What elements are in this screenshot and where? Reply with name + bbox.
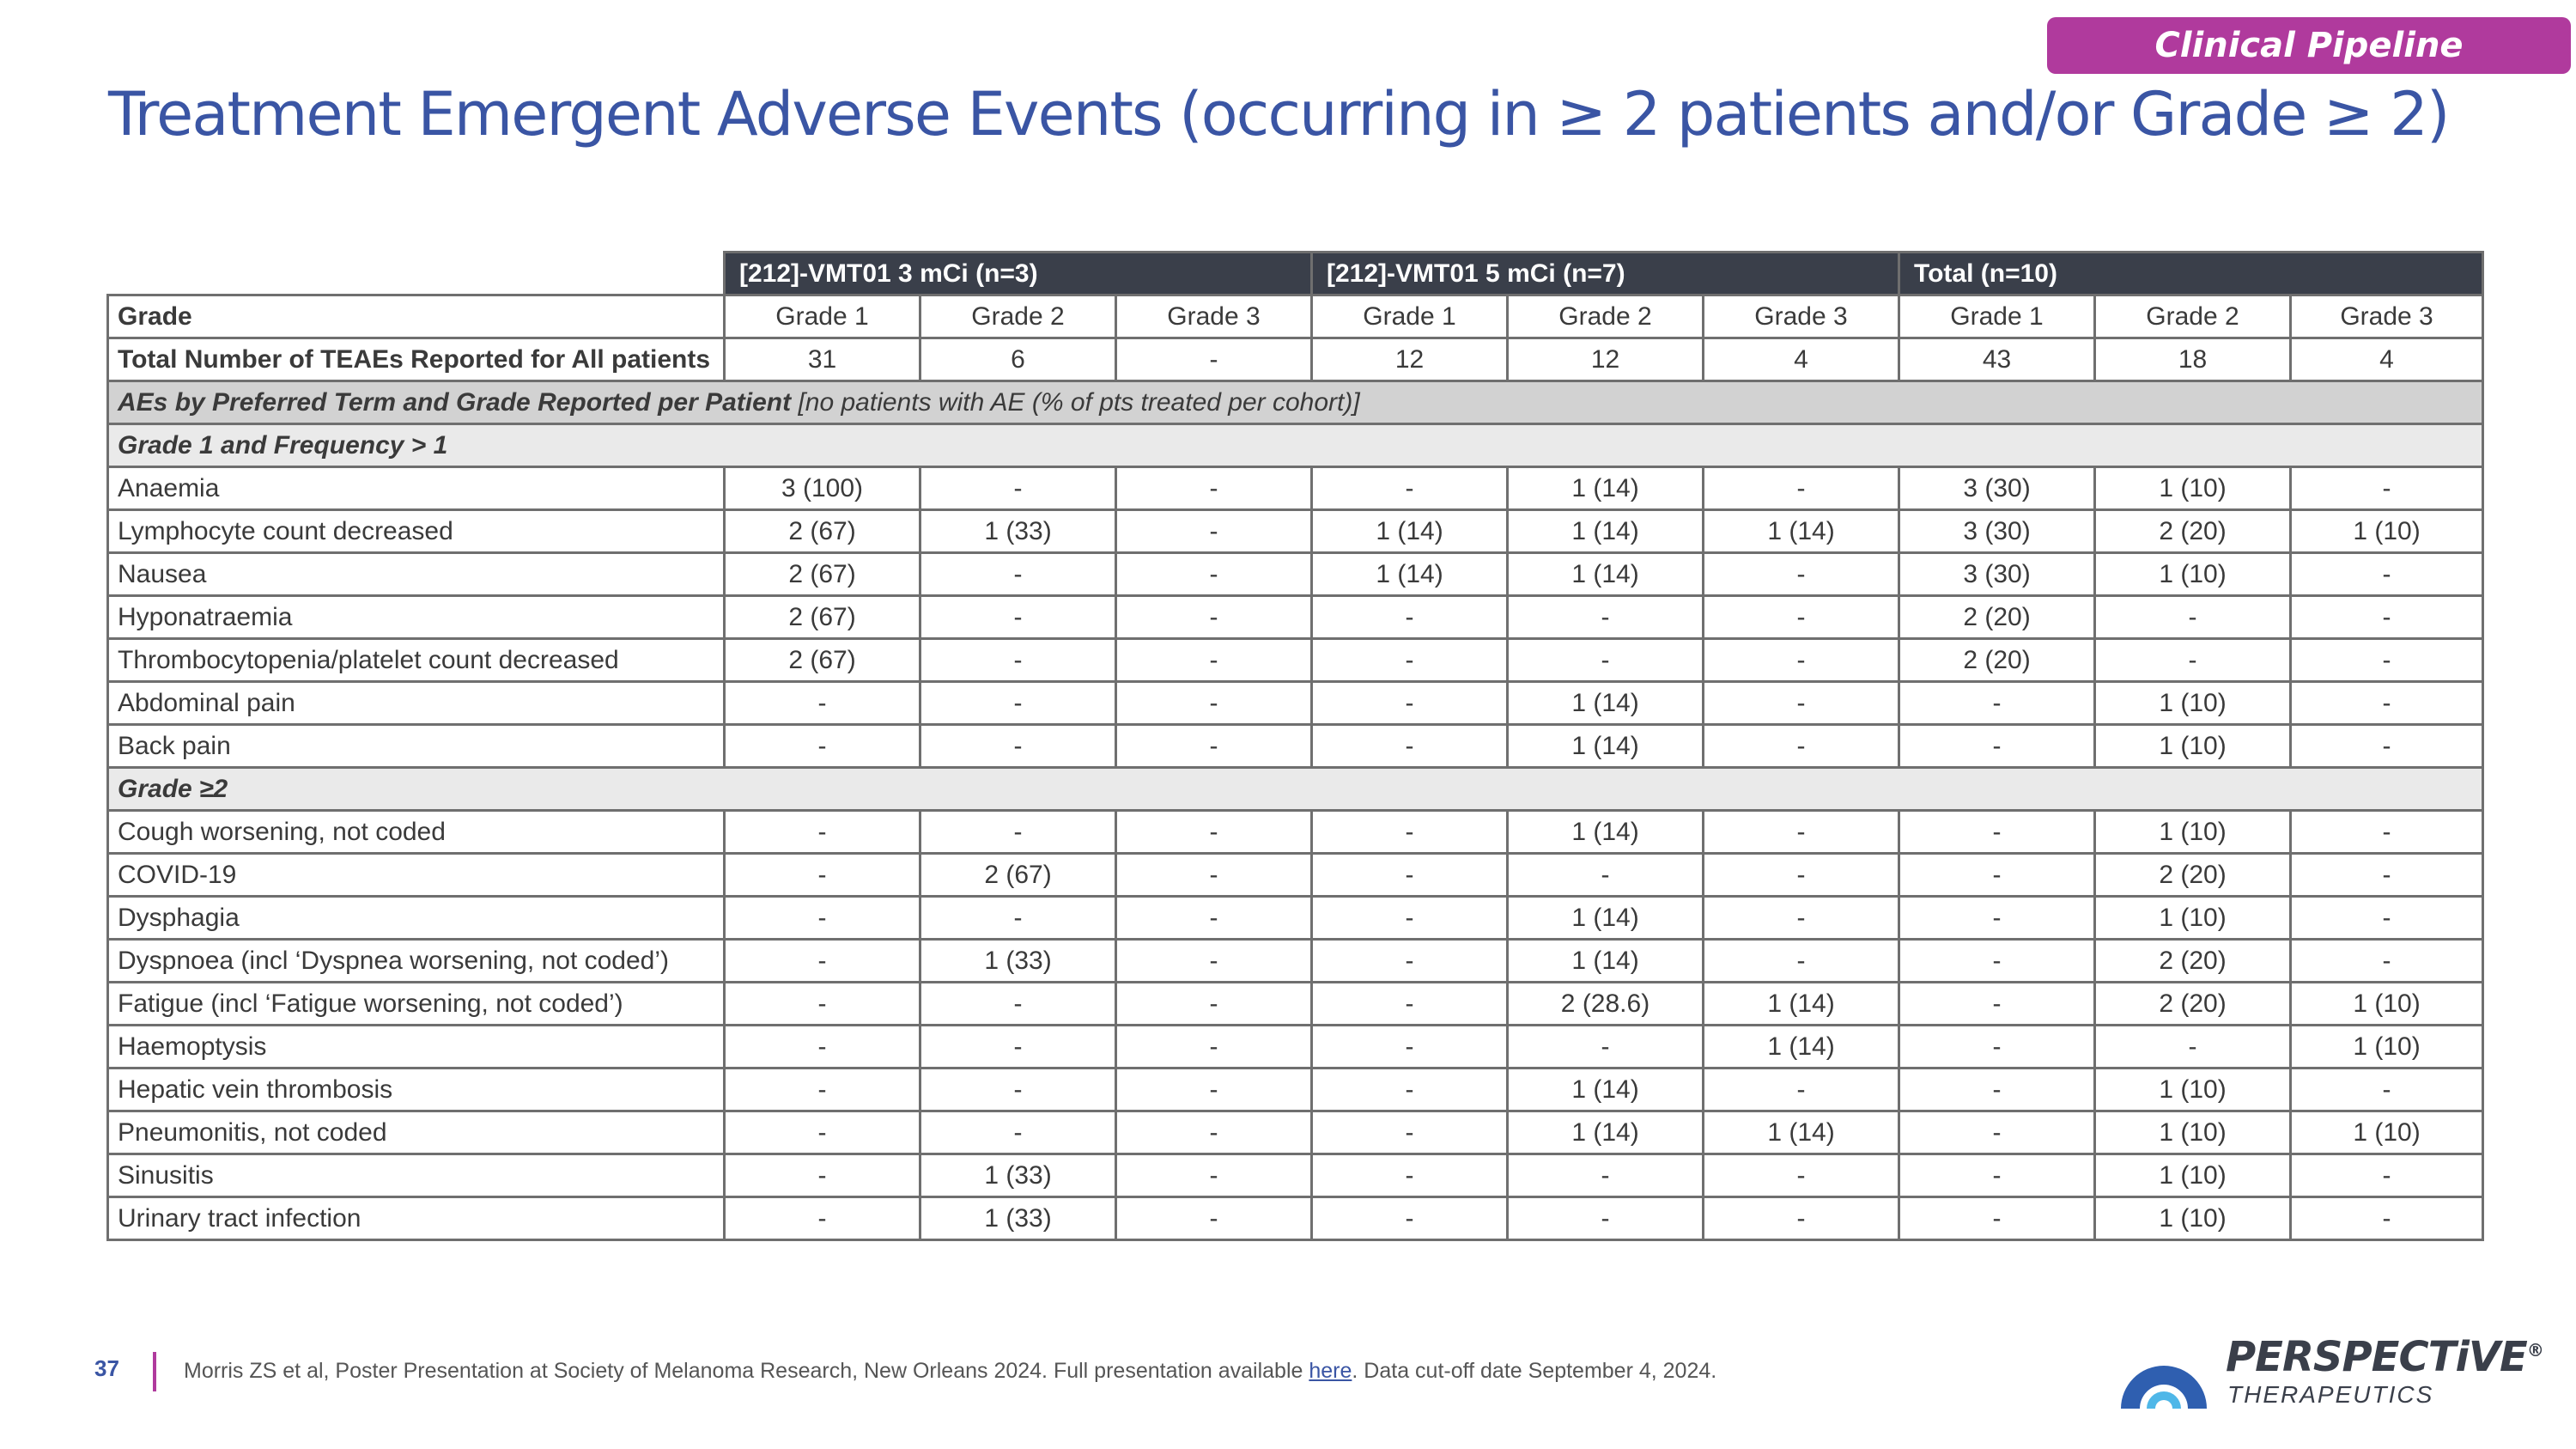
ae-row: [108, 940, 2483, 983]
ae-value: -: [1312, 467, 1508, 510]
ae-term: Cough worsening, not coded: [108, 811, 725, 854]
ae-value: -: [1116, 725, 1312, 768]
ae-value: -: [1899, 725, 2095, 768]
ae-value: -: [1312, 725, 1508, 768]
ae-value: 1 (14): [1704, 1026, 1899, 1068]
ae-row: [108, 596, 2483, 639]
ae-value: -: [2291, 682, 2483, 725]
total-value: 4: [1704, 338, 1899, 381]
ae-value: 1 (10): [2095, 682, 2291, 725]
ae-term: Dysphagia: [108, 897, 725, 940]
ae-value: 2 (20): [1899, 639, 2095, 682]
ae-value: -: [2095, 639, 2291, 682]
ae-value: -: [1116, 1068, 1312, 1111]
ae-row: [108, 725, 2483, 768]
ae-value: 1 (14): [1312, 510, 1508, 553]
ae-value: -: [725, 725, 920, 768]
ae-value: -: [1508, 1197, 1704, 1240]
ae-value: -: [1508, 639, 1704, 682]
grade-header-row: [108, 295, 2483, 338]
total-value: -: [1116, 338, 1312, 381]
ae-value: 3 (30): [1899, 467, 2095, 510]
ae-value: -: [725, 682, 920, 725]
ae-value: -: [1116, 1197, 1312, 1240]
ae-value: -: [1116, 682, 1312, 725]
ae-value: 2 (20): [1899, 596, 2095, 639]
ae-value: -: [2291, 467, 2483, 510]
ae-value: 1 (10): [2291, 1111, 2483, 1154]
ae-value: -: [1116, 1026, 1312, 1068]
presentation-link[interactable]: here: [1309, 1359, 1352, 1383]
ae-value: -: [1116, 811, 1312, 854]
ae-row: [108, 854, 2483, 897]
ae-value: 2 (67): [920, 854, 1116, 897]
ae-term: Dyspnoea (incl ‘Dyspnea worsening, not coded’): [108, 940, 725, 983]
ae-value: -: [1899, 897, 2095, 940]
ae-value: 1 (10): [2291, 1026, 2483, 1068]
ae-value: -: [920, 682, 1116, 725]
ae-value: -: [2291, 897, 2483, 940]
ae-value: -: [725, 1068, 920, 1111]
ae-value: 3 (30): [1899, 553, 2095, 596]
total-value: 12: [1312, 338, 1508, 381]
ae-term: Hepatic vein thrombosis: [108, 1068, 725, 1111]
ae-value: -: [1312, 811, 1508, 854]
subsection-grade2-row: [108, 768, 2483, 811]
ae-value: 1 (10): [2291, 983, 2483, 1026]
ae-value: 1 (10): [2095, 1111, 2291, 1154]
ae-value: 1 (10): [2095, 897, 2291, 940]
ae-value: 1 (14): [1704, 983, 1899, 1026]
ae-row: [108, 1111, 2483, 1154]
ae-value: 2 (67): [725, 639, 920, 682]
grade-col: Grade 1: [1899, 295, 2095, 338]
ae-value: 1 (14): [1508, 553, 1704, 596]
ae-value: 1 (33): [920, 1197, 1116, 1240]
ae-value: -: [1704, 1154, 1899, 1197]
ae-value: -: [1116, 467, 1312, 510]
logo-mark-icon: [2112, 1323, 2215, 1417]
ae-value: 1 (14): [1508, 940, 1704, 983]
ae-value: -: [1704, 854, 1899, 897]
ae-value: 2 (20): [2095, 510, 2291, 553]
ae-value: -: [2291, 854, 2483, 897]
ae-value: 3 (100): [725, 467, 920, 510]
ae-value: 1 (10): [2095, 1154, 2291, 1197]
ae-term: Nausea: [108, 553, 725, 596]
ae-value: -: [920, 811, 1116, 854]
ae-value: -: [920, 897, 1116, 940]
ae-value: 1 (14): [1508, 1111, 1704, 1154]
ae-value: -: [1312, 682, 1508, 725]
ae-value: 1 (10): [2095, 811, 2291, 854]
ae-value: 1 (14): [1508, 467, 1704, 510]
ae-row: [108, 1068, 2483, 1111]
ae-value: -: [725, 811, 920, 854]
cohort-header-row: [108, 253, 2483, 295]
ae-value: -: [1116, 854, 1312, 897]
ae-value: -: [2291, 1068, 2483, 1111]
page-title: Treatment Emergent Adverse Events (occurring in ≥ 2 patients and/or Grade ≥ 2): [108, 79, 2449, 149]
ae-value: -: [1899, 682, 2095, 725]
total-value: 4: [2291, 338, 2483, 381]
ae-row: [108, 467, 2483, 510]
ae-value: -: [1704, 725, 1899, 768]
ae-value: -: [1899, 1197, 2095, 1240]
ae-term: Thrombocytopenia/platelet count decreased: [108, 639, 725, 682]
ae-value: 1 (14): [1508, 1068, 1704, 1111]
ae-row: [108, 510, 2483, 553]
total-value: 18: [2095, 338, 2291, 381]
ae-value: 2 (20): [2095, 854, 2291, 897]
grade-col: Grade 3: [2291, 295, 2483, 338]
ae-term: Pneumonitis, not coded: [108, 1111, 725, 1154]
ae-value: -: [1312, 1197, 1508, 1240]
ae-value: 1 (14): [1508, 510, 1704, 553]
ae-value: -: [1116, 510, 1312, 553]
ae-value: -: [1508, 596, 1704, 639]
ae-value: 1 (14): [1508, 811, 1704, 854]
ae-value: -: [1312, 1026, 1508, 1068]
ae-value: 2 (20): [2095, 983, 2291, 1026]
ae-value: -: [1704, 553, 1899, 596]
ae-value: -: [1899, 940, 2095, 983]
ae-value: 1 (14): [1704, 510, 1899, 553]
ae-term: Lymphocyte count decreased: [108, 510, 725, 553]
ae-value: -: [920, 639, 1116, 682]
ae-term: Hyponatraemia: [108, 596, 725, 639]
ae-value: -: [1116, 940, 1312, 983]
ae-value: -: [920, 725, 1116, 768]
ae-value: -: [1899, 983, 2095, 1026]
ae-value: -: [725, 897, 920, 940]
ae-value: 1 (10): [2095, 725, 2291, 768]
ae-value: -: [1899, 854, 2095, 897]
ae-term: Fatigue (incl ‘Fatigue worsening, not coded’): [108, 983, 725, 1026]
ae-value: 1 (14): [1508, 682, 1704, 725]
section-header-bold: AEs by Preferred Term and Grade Reported per Patient: [118, 387, 792, 417]
ae-value: -: [920, 1068, 1116, 1111]
ae-value: -: [920, 983, 1116, 1026]
ae-value: -: [725, 983, 920, 1026]
ae-value: -: [2291, 639, 2483, 682]
page-number: 37: [94, 1355, 119, 1381]
ae-term: Anaemia: [108, 467, 725, 510]
ae-value: -: [2291, 596, 2483, 639]
ae-row: [108, 682, 2483, 725]
ae-term: Sinusitis: [108, 1154, 725, 1197]
total-value: 6: [920, 338, 1116, 381]
logo-wordmark: PERSPECTiVE®: [2226, 1333, 2543, 1381]
ae-value: 1 (33): [920, 1154, 1116, 1197]
ae-value: 1 (10): [2095, 467, 2291, 510]
subsection-grade1: Grade 1 and Frequency > 1: [108, 424, 2483, 467]
ae-value: 2 (67): [725, 553, 920, 596]
ae-row: [108, 1026, 2483, 1068]
ae-value: -: [2291, 811, 2483, 854]
ae-value: -: [1704, 682, 1899, 725]
ae-value: -: [1312, 854, 1508, 897]
ae-value: -: [2291, 725, 2483, 768]
ae-row: [108, 1197, 2483, 1240]
section-header: [108, 381, 2483, 424]
logo-subtitle: THERAPEUTICS: [2227, 1381, 2434, 1408]
ae-term: COVID-19: [108, 854, 725, 897]
ae-value: 1 (33): [920, 940, 1116, 983]
ae-value: -: [1116, 639, 1312, 682]
cohort-total-header: Total (n=10): [1899, 253, 2483, 295]
total-value: 31: [725, 338, 920, 381]
ae-value: -: [725, 1197, 920, 1240]
ae-value: -: [920, 553, 1116, 596]
grade-col: Grade 1: [1312, 295, 1508, 338]
ae-value: -: [1704, 811, 1899, 854]
total-value: 43: [1899, 338, 2095, 381]
total-teae-row: [108, 338, 2483, 381]
ae-value: 1 (14): [1312, 553, 1508, 596]
ae-value: -: [920, 1111, 1116, 1154]
ae-value: 1 (10): [2095, 1197, 2291, 1240]
ae-value: -: [1704, 596, 1899, 639]
section-header-row: [108, 381, 2483, 424]
ae-value: 1 (10): [2095, 553, 2291, 596]
ae-value: 2 (28.6): [1508, 983, 1704, 1026]
ae-value: -: [1116, 553, 1312, 596]
ae-value: -: [1116, 1111, 1312, 1154]
ae-value: 2 (20): [2095, 940, 2291, 983]
ae-value: -: [1312, 596, 1508, 639]
ae-value: -: [725, 1026, 920, 1068]
ae-value: 1 (14): [1508, 897, 1704, 940]
ae-value: -: [920, 596, 1116, 639]
ae-term: Haemoptysis: [108, 1026, 725, 1068]
ae-term: Back pain: [108, 725, 725, 768]
ae-row: [108, 1154, 2483, 1197]
grade-col: Grade 3: [1116, 295, 1312, 338]
ae-value: -: [1116, 983, 1312, 1026]
ae-value: -: [725, 854, 920, 897]
citation-text: Morris ZS et al, Poster Presentation at Society of Melanoma Research, New Orleans 2024. Full presentation available: [184, 1359, 1309, 1383]
clinical-pipeline-badge: Clinical Pipeline: [2047, 17, 2571, 74]
ae-value: -: [920, 467, 1116, 510]
grade-col: Grade 2: [1508, 295, 1704, 338]
grade-col: Grade 3: [1704, 295, 1899, 338]
ae-value: -: [2291, 1197, 2483, 1240]
ae-row: [108, 983, 2483, 1026]
citation-text-end: . Data cut-off date September 4, 2024.: [1352, 1359, 1717, 1383]
ae-value: -: [1704, 940, 1899, 983]
ae-value: -: [1899, 811, 2095, 854]
grade-label: Grade: [108, 295, 725, 338]
ae-value: -: [2095, 1026, 2291, 1068]
ae-value: 3 (30): [1899, 510, 2095, 553]
ae-row: [108, 897, 2483, 940]
ae-value: 1 (33): [920, 510, 1116, 553]
ae-row: [108, 811, 2483, 854]
ae-value: 1 (14): [1704, 1111, 1899, 1154]
ae-value: -: [1116, 596, 1312, 639]
ae-value: -: [2291, 553, 2483, 596]
ae-row: [108, 553, 2483, 596]
ae-value: -: [1116, 897, 1312, 940]
ae-value: -: [1704, 467, 1899, 510]
ae-value: -: [1899, 1068, 2095, 1111]
subsection-grade2: Grade ≥2: [108, 768, 2483, 811]
total-value: 12: [1508, 338, 1704, 381]
header-blank: [108, 253, 725, 295]
ae-value: -: [1508, 1154, 1704, 1197]
ae-value: -: [1508, 1026, 1704, 1068]
ae-value: -: [725, 1154, 920, 1197]
ae-value: -: [2291, 940, 2483, 983]
ae-value: -: [725, 1111, 920, 1154]
ae-value: -: [1312, 1154, 1508, 1197]
ae-value: -: [1899, 1154, 2095, 1197]
cohort-5mci-header: [212]-VMT01 5 mCi (n=7): [1312, 253, 1899, 295]
ae-value: -: [1704, 639, 1899, 682]
ae-row: [108, 639, 2483, 682]
ae-value: -: [1116, 1154, 1312, 1197]
ae-value: -: [1508, 854, 1704, 897]
company-logo: [2112, 1323, 2543, 1417]
subsection-grade1-row: [108, 424, 2483, 467]
ae-value: -: [1899, 1111, 2095, 1154]
total-teae-label: Total Number of TEAEs Reported for All patients: [108, 338, 725, 381]
ae-value: -: [1312, 983, 1508, 1026]
ae-value: -: [1312, 897, 1508, 940]
footer-citation: [184, 1359, 1716, 1384]
ae-value: 2 (67): [725, 510, 920, 553]
ae-value: -: [1312, 940, 1508, 983]
grade-col: Grade 2: [2095, 295, 2291, 338]
ae-value: -: [1899, 1026, 2095, 1068]
section-header-note: [no patients with AE (% of pts treated per cohort)]: [791, 387, 1360, 417]
footer-divider: [153, 1352, 156, 1391]
ae-value: -: [1312, 639, 1508, 682]
ae-value: -: [1704, 897, 1899, 940]
ae-value: -: [920, 1026, 1116, 1068]
grade-col: Grade 2: [920, 295, 1116, 338]
ae-value: 2 (67): [725, 596, 920, 639]
ae-value: -: [2291, 1154, 2483, 1197]
ae-value: -: [1312, 1111, 1508, 1154]
ae-value: 1 (14): [1508, 725, 1704, 768]
ae-value: -: [1312, 1068, 1508, 1111]
teae-table: [106, 251, 2484, 1241]
ae-value: -: [1704, 1197, 1899, 1240]
ae-term: Abdominal pain: [108, 682, 725, 725]
ae-value: -: [2095, 596, 2291, 639]
ae-term: Urinary tract infection: [108, 1197, 725, 1240]
ae-value: -: [725, 940, 920, 983]
ae-value: 1 (10): [2095, 1068, 2291, 1111]
cohort-3mci-header: [212]-VMT01 3 mCi (n=3): [725, 253, 1312, 295]
ae-value: -: [1704, 1068, 1899, 1111]
grade-col: Grade 1: [725, 295, 920, 338]
ae-value: 1 (10): [2291, 510, 2483, 553]
